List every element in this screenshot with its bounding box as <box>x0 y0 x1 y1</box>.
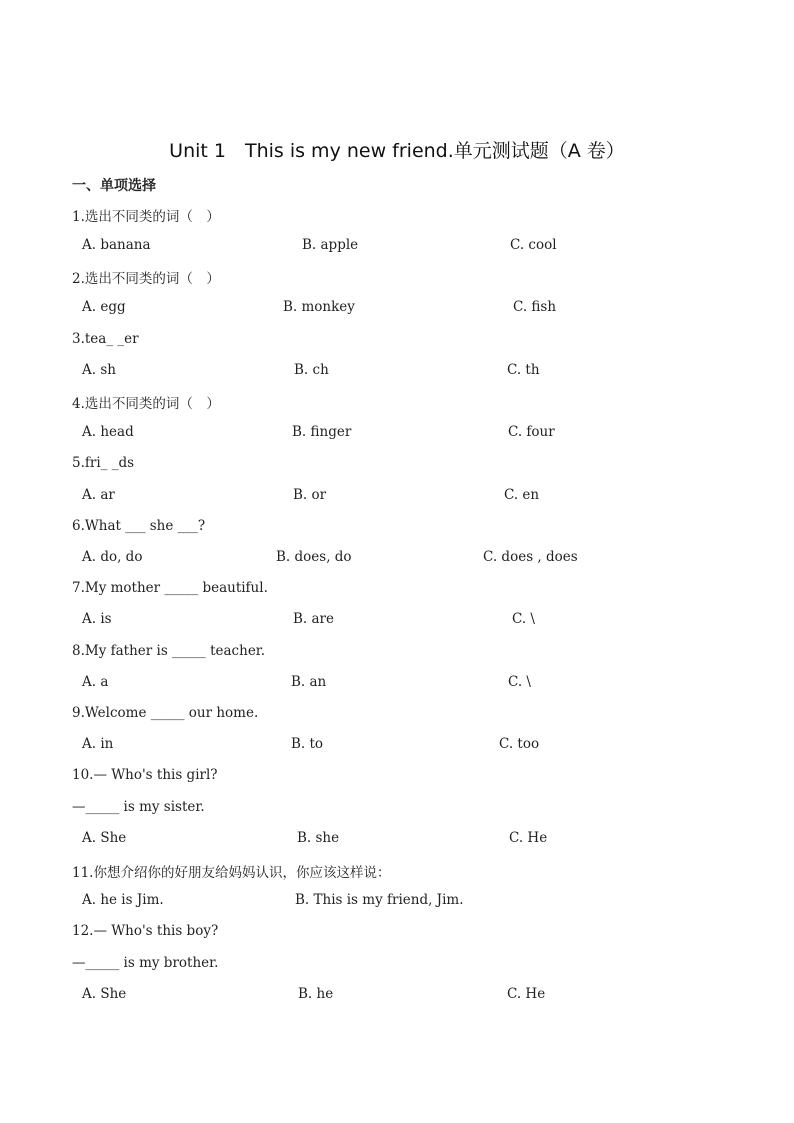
option-c: C. He <box>509 830 548 846</box>
option-a: A. is <box>82 611 112 627</box>
option-a: A. in <box>82 736 114 752</box>
question-stem: 10.— Who's this girl? <box>72 767 218 783</box>
question-options <box>82 424 722 444</box>
option-b: B. an <box>291 674 327 690</box>
option-b: B. monkey <box>283 299 355 315</box>
option-a: A. head <box>82 424 134 440</box>
option-c: C. \ <box>512 611 535 627</box>
question-stem: 6.What ___ she ___? <box>72 518 206 534</box>
option-b: B. she <box>297 830 340 846</box>
option-c: C. th <box>507 362 540 378</box>
option-c: C. cool <box>510 237 557 253</box>
option-c: C. four <box>508 424 555 440</box>
question-stem: 12.— Who's this boy? <box>72 923 219 939</box>
question-options <box>82 362 722 382</box>
option-c: C. fish <box>513 299 557 315</box>
option-b: B. he <box>298 986 334 1002</box>
option-c: C. does , does <box>483 549 578 565</box>
question-options <box>82 611 722 631</box>
question-options <box>82 736 722 756</box>
option-b: B. are <box>293 611 334 627</box>
option-a: A. sh <box>82 362 116 378</box>
option-b: B. does, do <box>276 549 352 565</box>
option-b: B. finger <box>292 424 352 440</box>
option-a: A. he is Jim. <box>82 892 164 908</box>
option-a: A. do, do <box>82 549 143 565</box>
option-c: C. He <box>507 986 546 1002</box>
question-stem: 8.My father is _____ teacher. <box>72 643 266 659</box>
question-options <box>82 892 722 912</box>
option-a: A. ar <box>82 487 115 503</box>
question-options <box>82 299 722 319</box>
option-a: A. egg <box>82 299 126 315</box>
question-options <box>82 237 722 257</box>
question-answer-line: —_____ is my sister. <box>72 799 205 815</box>
option-b: B. or <box>293 487 327 503</box>
option-b: B. apple <box>302 237 359 253</box>
question-stem: 11.你想介绍你的好朋友给妈妈认识，你应该这样说： <box>72 865 391 881</box>
question-stem: 1.选出不同类的词（ ） <box>72 209 220 225</box>
question-stem: 4.选出不同类的词（ ） <box>72 396 220 412</box>
option-c: C. en <box>504 487 540 503</box>
option-a: A. She <box>82 986 127 1002</box>
option-a: A. a <box>82 674 109 690</box>
question-options <box>82 549 722 569</box>
question-stem: 2.选出不同类的词（ ） <box>72 271 220 287</box>
option-a: A. banana <box>82 237 151 253</box>
option-c: C. \ <box>508 674 531 690</box>
option-b: B. to <box>291 736 324 752</box>
option-b: B. This is my friend, Jim. <box>295 892 464 908</box>
section-heading: 一、单项选择 <box>72 178 156 194</box>
question-stem: 7.My mother _____ beautiful. <box>72 580 268 596</box>
question-stem: 5.fri_ _ds <box>72 455 135 471</box>
question-options <box>82 830 722 850</box>
question-stem: 9.Welcome _____ our home. <box>72 705 259 721</box>
question-answer-line: —_____ is my brother. <box>72 955 219 971</box>
option-a: A. She <box>82 830 127 846</box>
page-title: Unit 1 This is my new friend.单元测试题（A 卷） <box>169 140 625 162</box>
option-c: C. too <box>499 736 540 752</box>
question-options <box>82 986 722 1006</box>
question-stem: 3.tea_ _er <box>72 331 139 347</box>
question-options <box>82 487 722 507</box>
question-options <box>82 674 722 694</box>
option-b: B. ch <box>294 362 329 378</box>
